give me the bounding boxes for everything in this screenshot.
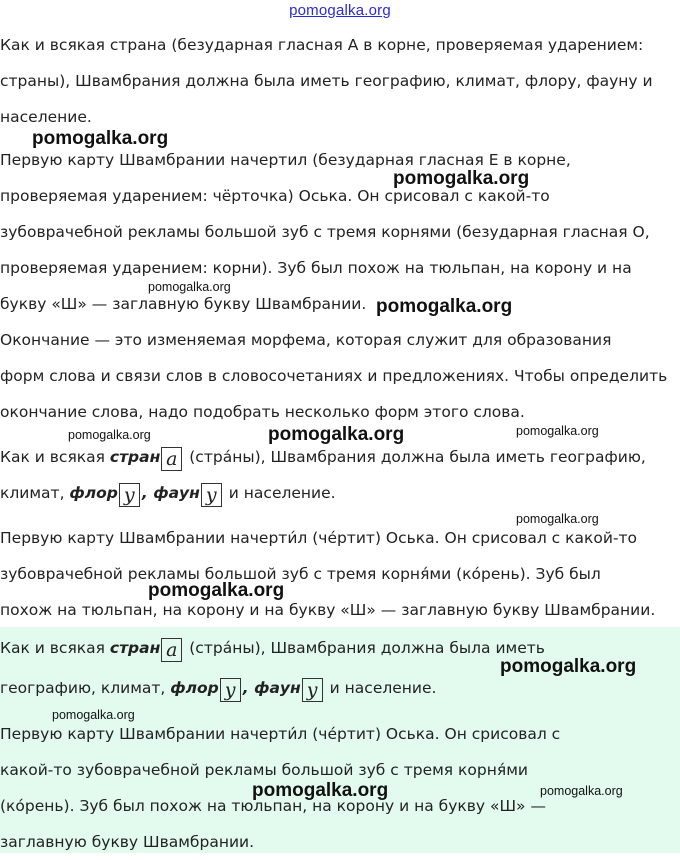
watermark: pomogalka.org bbox=[500, 656, 637, 677]
watermark: pomogalka.org bbox=[252, 780, 389, 801]
text-span: и население. bbox=[324, 679, 437, 697]
watermark: pomogalka.org bbox=[540, 784, 623, 798]
ending-box: у bbox=[119, 483, 140, 507]
text-span: климат, bbox=[0, 484, 70, 502]
watermark: pomogalka.org bbox=[393, 168, 530, 189]
watermark: pomogalka.org bbox=[68, 428, 151, 442]
word-stem: флор bbox=[69, 484, 118, 502]
text-line: Как и всякая страна (безударная гласная А в корне, проверяемая ударением: bbox=[0, 36, 644, 54]
text-line bbox=[0, 475, 680, 511]
text-line: Первую карту Швамбрании начерти́л (че́ртит) Оська. Он срисовал с какой-то bbox=[0, 529, 638, 547]
text-line: форм слова и связи слов в словосочетаниях и предложениях. Чтобы определить bbox=[0, 367, 668, 385]
text-line: Окончание — это изменяемая морфема, которая служит для образования bbox=[0, 331, 612, 349]
site-header-link[interactable]: pomogalka.org bbox=[289, 2, 391, 19]
text-span: и население. bbox=[223, 484, 336, 502]
text-line: заглавную букву Швамбрании. bbox=[0, 833, 255, 851]
watermark: pomogalka.org bbox=[148, 580, 285, 601]
text-line: проверяемая ударением: чёрточка) Оська. Он срисовал с какой-то bbox=[0, 187, 550, 205]
ending-box: у bbox=[220, 678, 241, 702]
watermark: pomogalka.org bbox=[268, 424, 405, 445]
ending-box: а bbox=[161, 447, 182, 471]
text-span: , bbox=[242, 679, 255, 697]
word-stem: фаун bbox=[254, 679, 301, 697]
text-line: проверяемая ударением: корни). Зуб был похож на тюльпан, на корону и на bbox=[0, 259, 632, 277]
marked-paragraph-2 bbox=[0, 520, 680, 628]
text-span: Как и всякая bbox=[0, 448, 110, 466]
watermark: pomogalka.org bbox=[516, 512, 599, 526]
text-line: Первую карту Швамбрании начертил (безударная гласная Е в корне, bbox=[0, 151, 571, 169]
text-line: букву «Ш» — заглавную букву Швамбрании. bbox=[0, 295, 367, 313]
text-line: похож на тюльпан, на корону и на букву «Ш» — заглавную букву Швамбрании. bbox=[0, 601, 656, 619]
text-span: (стра́ны), Швамбрания должна была иметь bbox=[184, 639, 545, 657]
ending-box: а bbox=[161, 638, 182, 662]
watermark: pomogalka.org bbox=[148, 280, 231, 294]
paragraph-1 bbox=[0, 27, 680, 135]
text-line: страны), Швамбрания должна была иметь географию, климат, флору, фауну и bbox=[0, 72, 653, 90]
text-line: окончание слова, надо подобрать несколько форм этого слова. bbox=[0, 403, 525, 421]
text-line: какой-то зубоврачебной рекламы большой зуб с тремя корня́ми bbox=[0, 761, 528, 779]
paragraph-3 bbox=[0, 322, 680, 430]
watermark: pomogalka.org bbox=[52, 708, 135, 722]
watermark: pomogalka.org bbox=[376, 296, 513, 317]
text-line: население. bbox=[0, 108, 92, 126]
word-stem: стран bbox=[109, 639, 161, 657]
marked-paragraph-1 bbox=[0, 439, 680, 511]
text-line: зубоврачебной рекламы большой зуб с тремя корня́ми (ко́рень). Зуб был bbox=[0, 565, 601, 583]
text-line: (ко́рень). Зуб был похож на тюльпан, на корону и на букву «Ш» — bbox=[0, 797, 546, 815]
paragraph-2 bbox=[0, 142, 680, 322]
text-span: , bbox=[141, 484, 154, 502]
text-span: Как и всякая bbox=[0, 639, 110, 657]
watermark: pomogalka.org bbox=[32, 128, 169, 149]
text-line: зубоврачебной рекламы большой зуб с тремя корнями (безударная гласная О, bbox=[0, 223, 650, 241]
ending-box: у bbox=[302, 678, 323, 702]
word-stem: стран bbox=[109, 448, 161, 466]
watermark: pomogalka.org bbox=[516, 424, 599, 438]
ending-box: у bbox=[201, 483, 222, 507]
text-span: географию, климат, bbox=[0, 679, 171, 697]
text-span: (стра́ны), Швамбрания должна была иметь географию, bbox=[184, 448, 646, 466]
text-line: Первую карту Швамбрании начерти́л (че́ртит) Оська. Он срисовал с bbox=[0, 725, 561, 743]
word-stem: флор bbox=[170, 679, 219, 697]
word-stem: фаун bbox=[153, 484, 200, 502]
